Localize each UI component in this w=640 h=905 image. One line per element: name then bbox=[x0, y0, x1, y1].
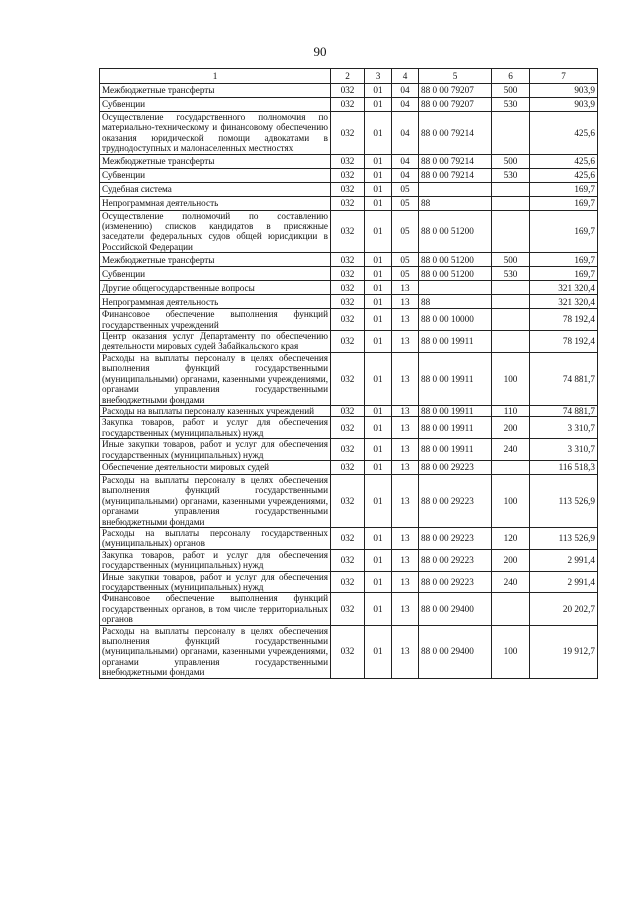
cell-pr: 13 bbox=[392, 295, 419, 309]
cell-sum: 2 991,4 bbox=[530, 549, 598, 571]
cell-csr: 88 0 00 29223 bbox=[419, 474, 492, 527]
cell-grbs: 032 bbox=[331, 527, 365, 549]
cell-csr: 88 0 00 79207 bbox=[419, 98, 492, 112]
cell-rz: 01 bbox=[365, 474, 392, 527]
cell-vr: 530 bbox=[492, 267, 530, 281]
cell-name: Финансовое обеспечение выполнения функций государственных органов, в том числе территориальных органов bbox=[100, 593, 331, 625]
cell-sum: 169,7 bbox=[530, 267, 598, 281]
cell-name: Субвенции bbox=[100, 98, 331, 112]
cell-sum: 903,9 bbox=[530, 84, 598, 98]
cell-sum: 169,7 bbox=[530, 210, 598, 253]
cell-grbs: 032 bbox=[331, 267, 365, 281]
cell-pr: 13 bbox=[392, 331, 419, 353]
table-row bbox=[100, 295, 598, 309]
cell-grbs: 032 bbox=[331, 352, 365, 405]
header-col-name: 1 bbox=[100, 69, 331, 84]
cell-vr bbox=[492, 210, 530, 253]
cell-name: Непрограммная деятельность bbox=[100, 196, 331, 210]
cell-csr: 88 0 00 29223 bbox=[419, 460, 492, 474]
cell-vr bbox=[492, 331, 530, 353]
cell-name: Другие общегосударственные вопросы bbox=[100, 281, 331, 295]
cell-name: Расходы на выплаты персоналу в целях обеспечения выполнения функций государственными (муниципальными) органами, казенными учреждениями, органами управления государственными внебюджетными фондами bbox=[100, 474, 331, 527]
cell-pr: 13 bbox=[392, 405, 419, 416]
cell-name: Обеспечение деятельности мировых судей bbox=[100, 460, 331, 474]
budget-table bbox=[99, 68, 598, 679]
cell-vr bbox=[492, 196, 530, 210]
cell-name: Непрограммная деятельность bbox=[100, 295, 331, 309]
cell-vr: 240 bbox=[492, 439, 530, 461]
cell-grbs: 032 bbox=[331, 154, 365, 168]
cell-rz: 01 bbox=[365, 549, 392, 571]
cell-rz: 01 bbox=[365, 352, 392, 405]
cell-name: Расходы на выплаты персоналу государственных (муниципальных) органов bbox=[100, 527, 331, 549]
cell-sum: 425,6 bbox=[530, 154, 598, 168]
cell-vr bbox=[492, 460, 530, 474]
cell-rz: 01 bbox=[365, 168, 392, 182]
table-row bbox=[100, 527, 598, 549]
table-row bbox=[100, 112, 598, 155]
cell-name: Межбюджетные трансферты bbox=[100, 154, 331, 168]
table-row bbox=[100, 625, 598, 678]
cell-rz: 01 bbox=[365, 460, 392, 474]
cell-csr: 88 0 00 29223 bbox=[419, 571, 492, 593]
cell-vr bbox=[492, 112, 530, 155]
cell-pr: 05 bbox=[392, 253, 419, 267]
cell-rz: 01 bbox=[365, 154, 392, 168]
cell-name: Субвенции bbox=[100, 267, 331, 281]
cell-pr: 13 bbox=[392, 417, 419, 439]
cell-csr: 88 0 00 19911 bbox=[419, 439, 492, 461]
cell-grbs: 032 bbox=[331, 210, 365, 253]
cell-csr: 88 0 00 19911 bbox=[419, 417, 492, 439]
cell-grbs: 032 bbox=[331, 439, 365, 461]
cell-grbs: 032 bbox=[331, 549, 365, 571]
header-col-csr: 5 bbox=[419, 69, 492, 84]
table-body bbox=[100, 84, 598, 679]
cell-sum: 169,7 bbox=[530, 253, 598, 267]
cell-vr: 100 bbox=[492, 625, 530, 678]
cell-name: Финансовое обеспечение выполнения функций государственных учреждений bbox=[100, 309, 331, 331]
cell-rz: 01 bbox=[365, 295, 392, 309]
cell-grbs: 032 bbox=[331, 405, 365, 416]
header-col-grbs: 2 bbox=[331, 69, 365, 84]
cell-sum: 113 526,9 bbox=[530, 527, 598, 549]
cell-csr: 88 0 00 51200 bbox=[419, 267, 492, 281]
cell-csr: 88 0 00 79207 bbox=[419, 84, 492, 98]
cell-vr: 500 bbox=[492, 253, 530, 267]
cell-csr: 88 0 00 79214 bbox=[419, 112, 492, 155]
cell-csr: 88 0 00 29223 bbox=[419, 549, 492, 571]
page-number: 90 bbox=[313, 44, 327, 59]
cell-pr: 13 bbox=[392, 352, 419, 405]
cell-rz: 01 bbox=[365, 84, 392, 98]
cell-name: Закупка товаров, работ и услуг для обеспечения государственных (муниципальных) нужд bbox=[100, 549, 331, 571]
table-row bbox=[100, 196, 598, 210]
table-row bbox=[100, 210, 598, 253]
cell-pr: 13 bbox=[392, 593, 419, 625]
cell-name: Закупка товаров, работ и услуг для обеспечения государственных (муниципальных) нужд bbox=[100, 417, 331, 439]
cell-csr: 88 0 00 79214 bbox=[419, 154, 492, 168]
cell-grbs: 032 bbox=[331, 460, 365, 474]
cell-rz: 01 bbox=[365, 182, 392, 196]
cell-sum: 903,9 bbox=[530, 98, 598, 112]
table-row bbox=[100, 417, 598, 439]
cell-vr: 530 bbox=[492, 98, 530, 112]
cell-csr: 88 0 00 29400 bbox=[419, 593, 492, 625]
cell-vr: 100 bbox=[492, 474, 530, 527]
cell-rz: 01 bbox=[365, 417, 392, 439]
table-row bbox=[100, 352, 598, 405]
cell-name: Центр оказания услуг Департаменту по обеспечению деятельности мировых судей Забайкальского края bbox=[100, 331, 331, 353]
cell-name: Расходы на выплаты персоналу в целях обеспечения выполнения функций государственными (муниципальными) органами, казенными учреждениями, органами управления государственными внебюджетными фондами bbox=[100, 352, 331, 405]
cell-sum: 74 881,7 bbox=[530, 352, 598, 405]
cell-csr: 88 bbox=[419, 196, 492, 210]
cell-grbs: 032 bbox=[331, 295, 365, 309]
cell-grbs: 032 bbox=[331, 474, 365, 527]
cell-pr: 05 bbox=[392, 182, 419, 196]
cell-grbs: 032 bbox=[331, 571, 365, 593]
cell-rz: 01 bbox=[365, 112, 392, 155]
header-row bbox=[100, 69, 598, 84]
cell-rz: 01 bbox=[365, 210, 392, 253]
cell-csr: 88 0 00 51200 bbox=[419, 210, 492, 253]
cell-rz: 01 bbox=[365, 439, 392, 461]
cell-vr: 240 bbox=[492, 571, 530, 593]
cell-vr bbox=[492, 182, 530, 196]
cell-pr: 13 bbox=[392, 460, 419, 474]
cell-vr bbox=[492, 295, 530, 309]
table-row bbox=[100, 331, 598, 353]
cell-name: Межбюджетные трансферты bbox=[100, 84, 331, 98]
cell-vr: 200 bbox=[492, 417, 530, 439]
cell-pr: 13 bbox=[392, 527, 419, 549]
table-row bbox=[100, 571, 598, 593]
cell-vr bbox=[492, 281, 530, 295]
cell-rz: 01 bbox=[365, 405, 392, 416]
cell-grbs: 032 bbox=[331, 182, 365, 196]
cell-grbs: 032 bbox=[331, 417, 365, 439]
cell-vr bbox=[492, 593, 530, 625]
table-row bbox=[100, 98, 598, 112]
cell-pr: 04 bbox=[392, 84, 419, 98]
cell-rz: 01 bbox=[365, 281, 392, 295]
cell-pr: 13 bbox=[392, 625, 419, 678]
cell-name: Иные закупки товаров, работ и услуг для обеспечения государственных (муниципальных) нужд bbox=[100, 439, 331, 461]
table-row bbox=[100, 309, 598, 331]
cell-sum: 169,7 bbox=[530, 196, 598, 210]
cell-sum: 3 310,7 bbox=[530, 439, 598, 461]
cell-sum: 169,7 bbox=[530, 182, 598, 196]
cell-sum: 74 881,7 bbox=[530, 405, 598, 416]
cell-sum: 116 518,3 bbox=[530, 460, 598, 474]
cell-rz: 01 bbox=[365, 593, 392, 625]
cell-sum: 321 320,4 bbox=[530, 281, 598, 295]
header-col-vr: 6 bbox=[492, 69, 530, 84]
cell-name: Межбюджетные трансферты bbox=[100, 253, 331, 267]
cell-vr: 500 bbox=[492, 154, 530, 168]
cell-vr: 200 bbox=[492, 549, 530, 571]
cell-pr: 13 bbox=[392, 474, 419, 527]
cell-grbs: 032 bbox=[331, 309, 365, 331]
cell-rz: 01 bbox=[365, 267, 392, 281]
cell-sum: 2 991,4 bbox=[530, 571, 598, 593]
cell-name: Судебная система bbox=[100, 182, 331, 196]
table-row bbox=[100, 405, 598, 416]
cell-pr: 13 bbox=[392, 439, 419, 461]
cell-sum: 19 912,7 bbox=[530, 625, 598, 678]
cell-pr: 05 bbox=[392, 210, 419, 253]
cell-name: Осуществление полномочий по составлению (изменению) списков кандидатов в присяжные заседатели федеральных судов общей юрисдикции в Российской Федерации bbox=[100, 210, 331, 253]
cell-rz: 01 bbox=[365, 625, 392, 678]
cell-csr: 88 bbox=[419, 295, 492, 309]
cell-vr: 500 bbox=[492, 84, 530, 98]
table-row bbox=[100, 281, 598, 295]
cell-grbs: 032 bbox=[331, 196, 365, 210]
table-row bbox=[100, 154, 598, 168]
cell-vr: 110 bbox=[492, 405, 530, 416]
table-row bbox=[100, 182, 598, 196]
cell-sum: 113 526,9 bbox=[530, 474, 598, 527]
cell-sum: 78 192,4 bbox=[530, 309, 598, 331]
cell-rz: 01 bbox=[365, 309, 392, 331]
cell-rz: 01 bbox=[365, 331, 392, 353]
cell-csr: 88 0 00 19911 bbox=[419, 331, 492, 353]
cell-rz: 01 bbox=[365, 253, 392, 267]
cell-pr: 04 bbox=[392, 168, 419, 182]
cell-csr: 88 0 00 79214 bbox=[419, 168, 492, 182]
cell-grbs: 032 bbox=[331, 593, 365, 625]
cell-csr bbox=[419, 182, 492, 196]
table-row bbox=[100, 460, 598, 474]
cell-pr: 04 bbox=[392, 154, 419, 168]
table-row bbox=[100, 253, 598, 267]
cell-rz: 01 bbox=[365, 196, 392, 210]
table-row bbox=[100, 439, 598, 461]
cell-vr: 100 bbox=[492, 352, 530, 405]
cell-grbs: 032 bbox=[331, 331, 365, 353]
cell-vr: 120 bbox=[492, 527, 530, 549]
cell-grbs: 032 bbox=[331, 253, 365, 267]
cell-rz: 01 bbox=[365, 571, 392, 593]
cell-sum: 78 192,4 bbox=[530, 331, 598, 353]
cell-grbs: 032 bbox=[331, 625, 365, 678]
cell-pr: 04 bbox=[392, 98, 419, 112]
cell-pr: 13 bbox=[392, 309, 419, 331]
table-row bbox=[100, 84, 598, 98]
cell-pr: 05 bbox=[392, 196, 419, 210]
header-col-rz: 3 bbox=[365, 69, 392, 84]
cell-sum: 425,6 bbox=[530, 112, 598, 155]
header-col-sum: 7 bbox=[530, 69, 598, 84]
cell-rz: 01 bbox=[365, 98, 392, 112]
cell-csr: 88 0 00 51200 bbox=[419, 253, 492, 267]
cell-csr: 88 0 00 19911 bbox=[419, 352, 492, 405]
header-col-pr: 4 bbox=[392, 69, 419, 84]
cell-name: Расходы на выплаты персоналу казенных учреждений bbox=[100, 405, 331, 416]
cell-grbs: 032 bbox=[331, 168, 365, 182]
cell-pr: 13 bbox=[392, 571, 419, 593]
cell-csr: 88 0 00 29400 bbox=[419, 625, 492, 678]
cell-sum: 425,6 bbox=[530, 168, 598, 182]
cell-csr bbox=[419, 281, 492, 295]
cell-grbs: 032 bbox=[331, 281, 365, 295]
table-row bbox=[100, 474, 598, 527]
cell-name: Расходы на выплаты персоналу в целях обеспечения выполнения функций государственными (муниципальными) органами, казенными учреждениями, органами управления государственными внебюджетными фондами bbox=[100, 625, 331, 678]
cell-csr: 88 0 00 29223 bbox=[419, 527, 492, 549]
table-row bbox=[100, 168, 598, 182]
cell-name: Осуществление государственного полномочия по материально-техническому и финансовому обеспечению оказания юридической помощи адвокатами в труднодоступных и малонаселенных местностях bbox=[100, 112, 331, 155]
table-row bbox=[100, 593, 598, 625]
cell-csr: 88 0 00 10000 bbox=[419, 309, 492, 331]
cell-csr: 88 0 00 19911 bbox=[419, 405, 492, 416]
cell-vr bbox=[492, 309, 530, 331]
cell-grbs: 032 bbox=[331, 112, 365, 155]
cell-sum: 3 310,7 bbox=[530, 417, 598, 439]
cell-pr: 05 bbox=[392, 267, 419, 281]
cell-vr: 530 bbox=[492, 168, 530, 182]
cell-name: Субвенции bbox=[100, 168, 331, 182]
cell-sum: 20 202,7 bbox=[530, 593, 598, 625]
table-row bbox=[100, 549, 598, 571]
cell-pr: 13 bbox=[392, 549, 419, 571]
cell-pr: 04 bbox=[392, 112, 419, 155]
cell-name: Иные закупки товаров, работ и услуг для обеспечения государственных (муниципальных) нужд bbox=[100, 571, 331, 593]
cell-grbs: 032 bbox=[331, 84, 365, 98]
cell-rz: 01 bbox=[365, 527, 392, 549]
cell-sum: 321 320,4 bbox=[530, 295, 598, 309]
cell-pr: 13 bbox=[392, 281, 419, 295]
cell-grbs: 032 bbox=[331, 98, 365, 112]
table-row bbox=[100, 267, 598, 281]
